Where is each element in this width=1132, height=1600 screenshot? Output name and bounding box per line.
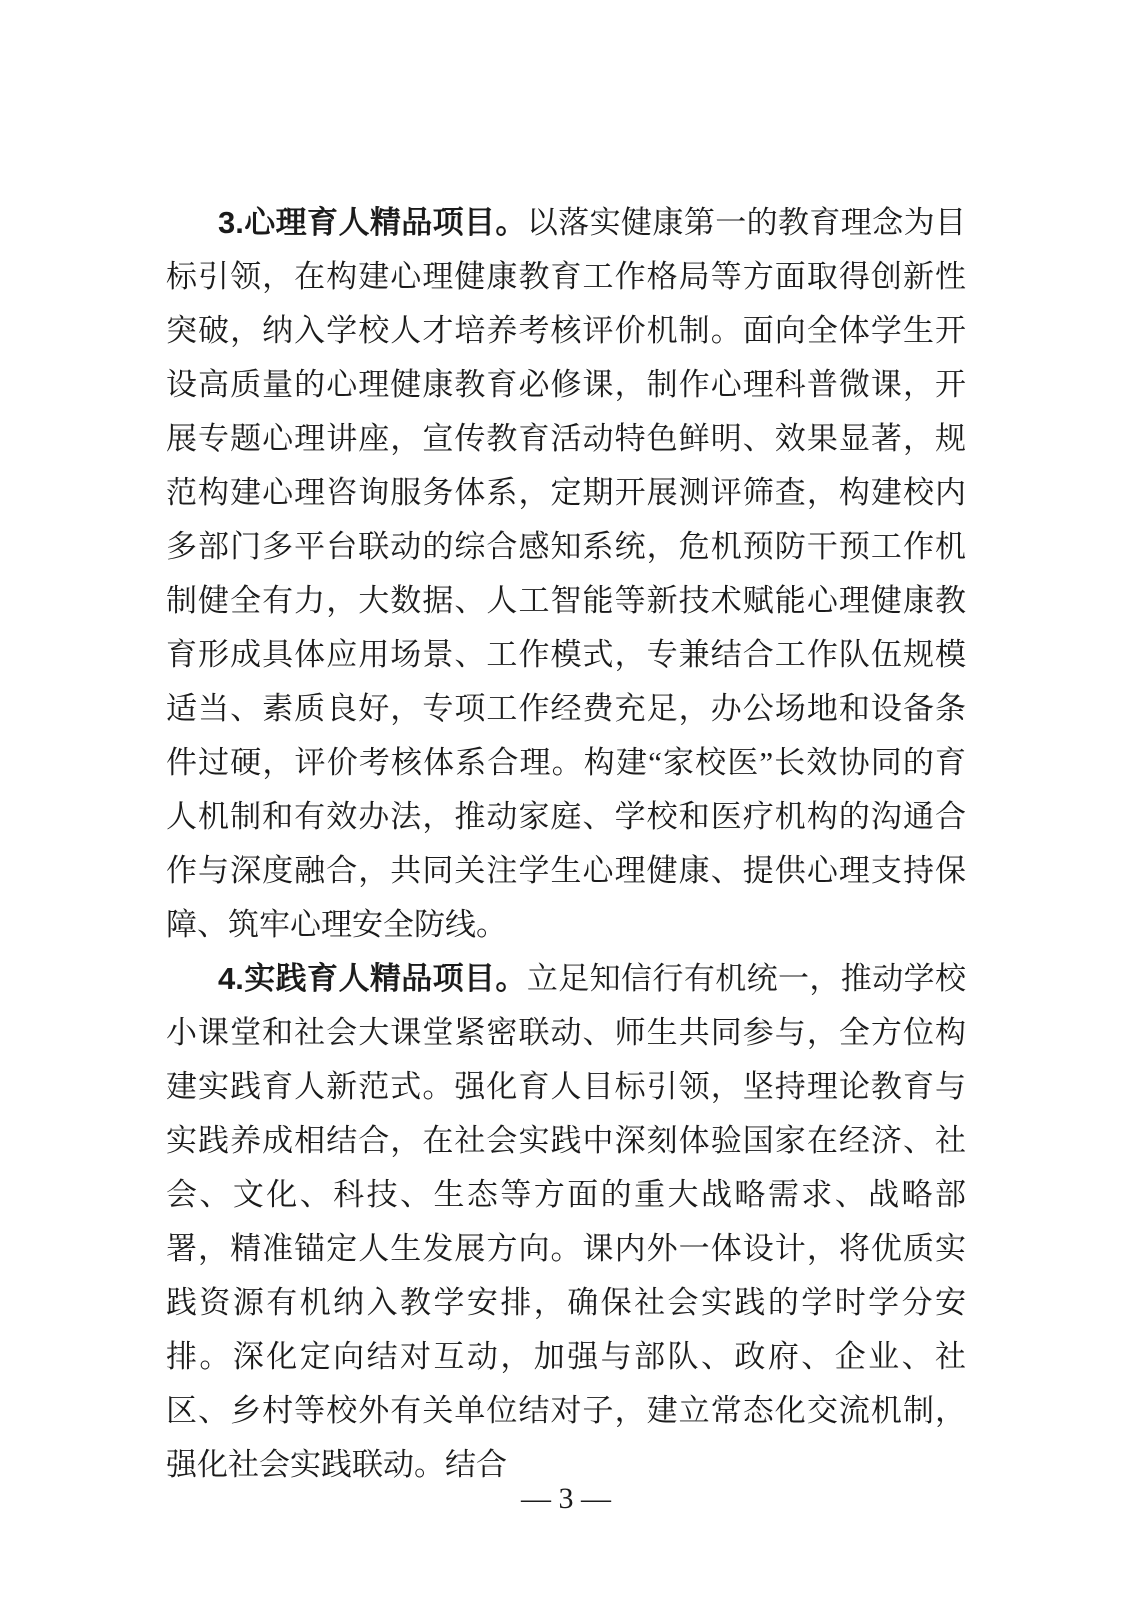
paragraph-text: 以落实健康第一的教育理念为目标引领，在构建心理健康教育工作格局等方面取得创新性突破，纳入学校人才培养考核评价机制。面向全体学生开设高质量的心理健康教育必修课，制作心理科普微课，开展专题心理讲座，宣传教育活动特色鲜明、效果显著，规范构建心理咨询服务体系，定期开展测评筛查，构建校内多部门多平台联动的综合感知系统，危机预防干预工作机制健全有力，大数据、人工智能等新技术赋能心理健康教育形成具体应用场景、工作模式，专兼结合工作队伍规模适当、素质良好，专项工作经费充足，办公场地和设备条件过硬，评价考核体系合理。构建“家校医”长效协同的育人机制和有效办法，推动家庭、学校和医疗机构的沟通合作与深度融合，共同关注学生心理健康、提供心理支持保障、筑牢心理安全防线。 bbox=[166, 205, 966, 942]
paragraph-text: 立足知信行有机统一，推动学校小课堂和社会大课堂紧密联动、师生共同参与，全方位构建实践育人新范式。强化育人目标引领，坚持理论教育与实践养成相结合，在社会实践中深刻体验国家在经济、社会、文化、科技、生态等方面的重大战略需求、战略部署，精准锚定人生发展方向。课内外一体设计，将优质实践资源有机纳入教学安排，确保社会实践的学时学分安排。深化定向结对互动，加强与部队、政府、企业、社区、乡村等校外有关单位结对子，建立常态化交流机制，强化社会实践联动。结合 bbox=[166, 961, 966, 1482]
paragraph-heading: 4.实践育人精品项目。 bbox=[218, 961, 527, 996]
paragraph-heading: 3.心理育人精品项目。 bbox=[218, 205, 527, 240]
page-number: — 3 — bbox=[521, 1482, 611, 1515]
paragraph-practice-education bbox=[166, 952, 966, 1492]
document-body bbox=[166, 196, 966, 1492]
paragraph-psychological-education bbox=[166, 196, 966, 952]
